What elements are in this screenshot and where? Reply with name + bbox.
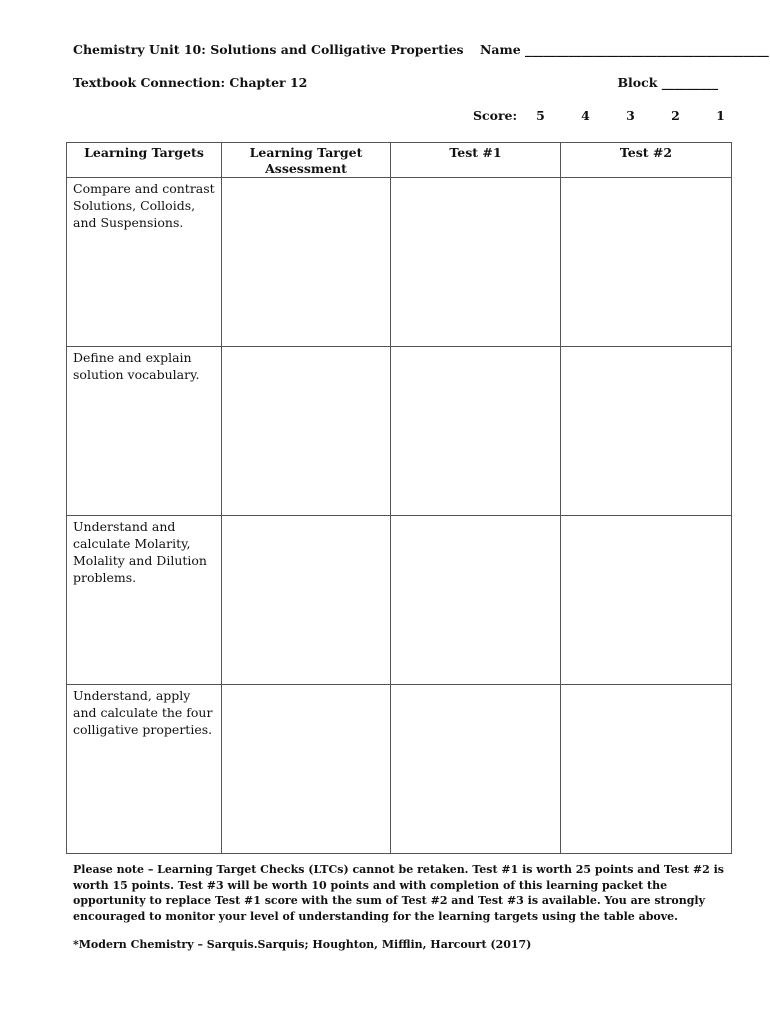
textbook-citation: *Modern Chemistry – Sarquis.Sarquis; Houghton, Mifflin, Harcourt (2017) bbox=[73, 938, 532, 951]
learning-target-cell: Understand, apply and calculate the four colligative properties. bbox=[67, 685, 222, 854]
test1-cell[interactable] bbox=[391, 347, 561, 516]
column-header: Learning Targets bbox=[67, 143, 222, 178]
score-value: 3 bbox=[626, 108, 635, 123]
assessment-cell[interactable] bbox=[222, 516, 391, 685]
score-scale bbox=[473, 108, 743, 123]
learning-target-cell: Compare and contrast Solutions, Colloids, and Suspensions. bbox=[67, 178, 222, 347]
score-value: 4 bbox=[581, 108, 590, 123]
column-header: Learning Target Assessment bbox=[222, 143, 391, 178]
grading-note: Please note – Learning Target Checks (LTCs) cannot be retaken. Test #1 is worth 25 points and Test #2 is worth 15 points. Test #3 will be worth 10 points and with completion of this learning packet the opportunity to replace Test #1 score with the sum of Test #2 and Test #3 is available. You are strongly encouraged to monitor your level of understanding for the learning targets using the table above. bbox=[73, 863, 724, 923]
test1-cell[interactable] bbox=[391, 685, 561, 854]
learning-targets-table bbox=[66, 142, 732, 854]
table-header-row bbox=[67, 143, 732, 178]
assessment-cell[interactable] bbox=[222, 347, 391, 516]
column-header: Test #2 bbox=[561, 143, 732, 178]
assessment-cell[interactable] bbox=[222, 178, 391, 347]
score-value: 5 bbox=[536, 108, 545, 123]
table-row bbox=[67, 178, 732, 347]
table-row bbox=[67, 516, 732, 685]
score-label: Score: bbox=[473, 108, 518, 123]
test2-cell[interactable] bbox=[561, 347, 732, 516]
name-field-label: Name _______________________________________ bbox=[480, 42, 769, 57]
test2-cell[interactable] bbox=[561, 516, 732, 685]
table-row bbox=[67, 347, 732, 516]
test2-cell[interactable] bbox=[561, 685, 732, 854]
column-header: Test #1 bbox=[391, 143, 561, 178]
document-title: Chemistry Unit 10: Solutions and Colligative Properties bbox=[73, 42, 464, 57]
score-value: 2 bbox=[671, 108, 680, 123]
block-field-label: Block _________ bbox=[617, 75, 718, 90]
table-row bbox=[67, 685, 732, 854]
test1-cell[interactable] bbox=[391, 516, 561, 685]
score-value: 1 bbox=[716, 108, 725, 123]
learning-target-cell: Define and explain solution vocabulary. bbox=[67, 347, 222, 516]
test2-cell[interactable] bbox=[561, 178, 732, 347]
assessment-cell[interactable] bbox=[222, 685, 391, 854]
learning-target-cell: Understand and calculate Molarity, Molality and Dilution problems. bbox=[67, 516, 222, 685]
test1-cell[interactable] bbox=[391, 178, 561, 347]
textbook-connection: Textbook Connection: Chapter 12 bbox=[73, 75, 308, 90]
